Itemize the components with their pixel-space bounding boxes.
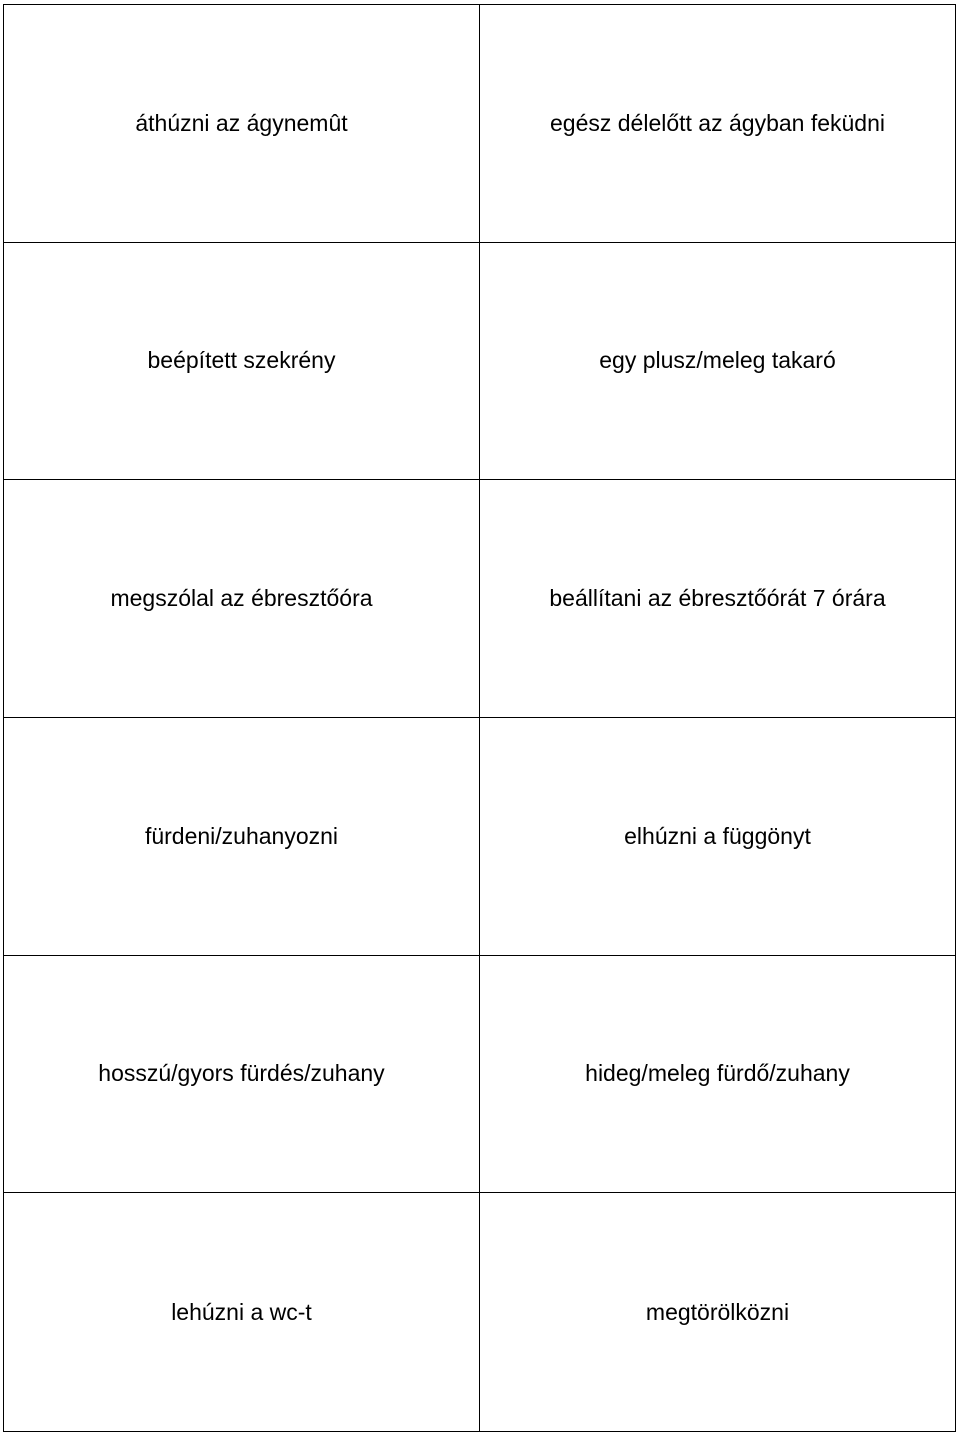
card xyxy=(480,718,955,956)
card-text: hideg/meleg fürdő/zuhany xyxy=(585,1060,850,1087)
card-text: egész délelőtt az ágyban feküdni xyxy=(549,109,886,136)
card xyxy=(480,480,955,718)
card xyxy=(4,718,480,956)
card xyxy=(4,5,480,243)
card xyxy=(480,5,955,243)
card xyxy=(480,956,955,1194)
card xyxy=(4,243,480,481)
card-text: beállítani az ébresztőórát 7 órára xyxy=(549,585,886,612)
card xyxy=(480,1193,955,1431)
card xyxy=(480,243,955,481)
card-text: beépített szekrény xyxy=(147,347,336,374)
card-text: lehúzni a wc-t xyxy=(171,1298,312,1325)
card xyxy=(4,480,480,718)
card-text: megtörölközni xyxy=(645,1298,790,1325)
card-text: áthúzni az ágynemût xyxy=(135,109,348,136)
card-grid xyxy=(3,4,956,1432)
card-text: fürdeni/zuhanyozni xyxy=(144,822,339,849)
card xyxy=(4,1193,480,1431)
card-text: elhúzni a függönyt xyxy=(624,822,811,849)
card-text: hosszú/gyors fürdés/zuhany xyxy=(98,1060,385,1087)
card-text: megszólal az ébresztőóra xyxy=(110,585,373,612)
card xyxy=(4,956,480,1194)
card-text: egy plusz/meleg takaró xyxy=(599,347,836,374)
